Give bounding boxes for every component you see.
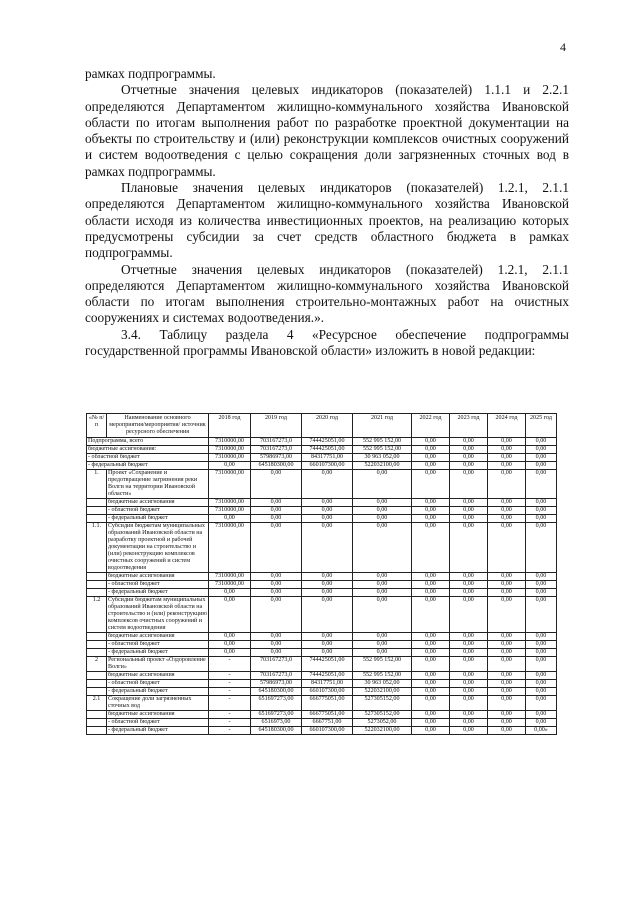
table-cell: 0,00: [526, 446, 557, 454]
row-name: Субсидии бюджетам муниципальных образований Ивановской области на строительство и (или) реконструкцию комплексов очистных сооружений и систем водоотведения: [108, 597, 207, 631]
table-cell: 527305152,00: [353, 696, 412, 711]
table-cell: 30 963 052,00: [353, 454, 412, 462]
table-cell: 660107300,00: [302, 688, 353, 696]
row-name: Сокращение доли загрязненных сточных вод: [107, 696, 209, 711]
row-index: [87, 727, 107, 735]
table-cell: 0,00: [526, 523, 557, 573]
table-cell: 7310000,00: [209, 499, 251, 507]
row-index: 1.1.: [87, 523, 107, 573]
table-cell: 84317751,00: [302, 454, 353, 462]
table-cell: 0,00: [450, 462, 488, 470]
table-cell: 0,00: [302, 581, 353, 589]
table-cell: 0,00: [526, 719, 557, 727]
table-row: [87, 454, 557, 462]
table-cell: 0,00: [353, 499, 412, 507]
row-name: бюджетные ассигнования: [107, 499, 209, 507]
table-cell: 0,00: [251, 589, 302, 597]
table-cell: 0,00: [450, 680, 488, 688]
table-cell: 744425051,00: [302, 657, 353, 672]
table-cell: 666775051,00: [302, 696, 353, 711]
table-row: [87, 649, 557, 657]
table-cell: 0,00: [488, 719, 526, 727]
row-name: бюджетные ассигнования: [107, 573, 209, 581]
table-cell: 660107300,00: [302, 727, 353, 735]
row-index: [87, 589, 107, 597]
table-cell: 744425051,00: [302, 438, 353, 446]
table-cell: 5273052,00: [353, 719, 412, 727]
table-cell: 0,00: [450, 649, 488, 657]
column-header: 2025 год: [526, 414, 557, 438]
row-index: [87, 641, 107, 649]
table-row: [87, 719, 557, 727]
table-cell: 7310000,00: [209, 438, 251, 446]
paragraph: Отчетные значения целевых индикаторов (показателей) 1.1.1 и 2.2.1 определяются Департаментом жилищно-коммунального хозяйства Ивановской области по итогам выполнения работ по разработке проектной документации на объекты по строительству и (или) реконструкции комплексов очистных сооружений и систем водоотведения с целью сокращения доли загрязненных сточных вод в рамках подпрограммы.: [85, 82, 569, 179]
row-name: - федеральный бюджет: [107, 688, 209, 696]
table-cell: 0,00: [302, 649, 353, 657]
row-index: [87, 649, 107, 657]
table-cell: 0,00: [450, 454, 488, 462]
table-cell: 0,00: [412, 696, 450, 711]
row-name: бюджетные ассигнования:: [87, 446, 209, 454]
table-cell: 0,00: [450, 688, 488, 696]
table-cell: 651697273,00: [251, 696, 302, 711]
table-cell: 0,00: [209, 633, 251, 641]
table-cell: 0,00: [488, 523, 526, 573]
table-cell: 0,00: [302, 523, 353, 573]
table-row: [87, 573, 557, 581]
column-header: 2023 год: [450, 414, 488, 438]
table-cell: 0,00: [412, 515, 450, 523]
table-cell: 0,00: [353, 515, 412, 523]
table-cell: 0,00: [526, 649, 557, 657]
table-cell: 0,00: [302, 641, 353, 649]
table-cell: 0,00: [488, 711, 526, 719]
table-cell: 0,00: [488, 454, 526, 462]
table-row: [87, 672, 557, 680]
table-cell: -: [209, 696, 251, 711]
table-cell: 7310000,00: [209, 470, 251, 499]
table-cell: 0,00: [251, 470, 302, 499]
table-cell: 0,00: [488, 589, 526, 597]
table-cell: 0,00: [450, 696, 488, 711]
row-name: - федеральный бюджет: [107, 589, 209, 597]
table-cell: 0,00: [488, 633, 526, 641]
table-cell: 651697273,00: [251, 711, 302, 719]
table-cell: 0,00: [450, 597, 488, 633]
row-index: [87, 711, 107, 719]
table-row: [87, 680, 557, 688]
table-cell: 0,00: [488, 688, 526, 696]
table-cell: 0,00: [412, 641, 450, 649]
table-cell: 522032100,00: [353, 727, 412, 735]
body-text: [85, 66, 569, 359]
table-cell: 30 963 052,00: [353, 680, 412, 688]
table-cell: 0,00: [251, 581, 302, 589]
table-cell: 0,00: [488, 438, 526, 446]
row-index: 1.: [87, 470, 107, 499]
table-cell: 0,00: [302, 499, 353, 507]
column-header: «№ п/п: [87, 414, 107, 438]
table-cell: 703167273,0: [251, 446, 302, 454]
table-cell: 0,00: [412, 462, 450, 470]
table-cell: 0,00: [488, 727, 526, 735]
table-cell: 0,00: [450, 438, 488, 446]
row-name: - областной бюджет: [107, 680, 209, 688]
table-cell: 6516973,00: [251, 719, 302, 727]
column-header: 2024 год: [488, 414, 526, 438]
row-index: [87, 581, 107, 589]
row-name: - федеральный бюджет: [107, 515, 209, 523]
table-cell: 552 995 152,00: [353, 446, 412, 454]
table-row: [87, 597, 557, 633]
table-row: [87, 499, 557, 507]
table-cell: 0,00: [209, 649, 251, 657]
paragraph: рамках подпрограммы.: [85, 66, 216, 81]
row-name: - федеральный бюджет: [87, 462, 209, 470]
row-index: 2: [87, 657, 107, 672]
page-number: 4: [560, 40, 566, 54]
table-row: [87, 507, 557, 515]
table-cell: -: [209, 657, 251, 672]
table-cell: 0,00: [450, 523, 488, 573]
table-cell: 0,00: [450, 507, 488, 515]
row-name: - областной бюджет: [107, 507, 209, 515]
table-cell: 0,00: [488, 672, 526, 680]
table-cell: 0,00: [488, 649, 526, 657]
table-cell: 0,00: [412, 597, 450, 633]
table-cell: 660107300,00: [302, 462, 353, 470]
table-cell: 703167273,0: [251, 438, 302, 446]
row-name: Субсидия бюджетам муниципальных образований Ивановской области на разработку проектной и рабочей документации на строительство и (или) реконструкцию комплексов очистных сооружений и систем водоотведения: [107, 523, 209, 573]
table-cell: 0,00: [526, 688, 557, 696]
table-row: [87, 696, 557, 711]
table-cell: 0,00: [251, 649, 302, 657]
table-cell: 0,00: [488, 573, 526, 581]
table-row: [87, 446, 557, 454]
table-cell: 0,00: [412, 633, 450, 641]
table-cell: 0,00: [488, 507, 526, 515]
row-name: - федеральный бюджет: [107, 727, 209, 735]
row-name: - областной бюджет: [107, 641, 209, 649]
table-row: [87, 523, 557, 573]
table-cell: 0,00: [450, 641, 488, 649]
table-cell: 0,00: [450, 711, 488, 719]
column-header: 2021 год: [353, 414, 412, 438]
table-body: [87, 438, 557, 735]
table-cell: 0,00: [526, 573, 557, 581]
table-cell: -: [209, 680, 251, 688]
table-cell: 0,00: [302, 515, 353, 523]
table-cell: 744425051,00: [302, 446, 353, 454]
table-cell: 0,00: [302, 597, 353, 633]
table-cell: -: [209, 688, 251, 696]
table-cell: 0,00: [251, 523, 302, 573]
table-row: [87, 641, 557, 649]
table-cell: 703167273,0: [251, 672, 302, 680]
table-cell: 0,00: [526, 499, 557, 507]
table-cell: 0,00: [412, 680, 450, 688]
table-cell: 0,00: [353, 573, 412, 581]
table-cell: 0,00: [488, 581, 526, 589]
table-cell: 522032100,00: [353, 688, 412, 696]
table-cell: 0,00: [353, 633, 412, 641]
table-cell: 0,00: [450, 657, 488, 672]
table-cell: 7310000,00: [209, 446, 251, 454]
table-cell: 0,00: [412, 454, 450, 462]
table-cell: 0,00: [488, 462, 526, 470]
table-cell: 0,00: [353, 470, 412, 499]
table-row: [87, 438, 557, 446]
table-cell: 0,00: [450, 446, 488, 454]
row-index: [87, 633, 107, 641]
column-header: 2019 год: [251, 414, 302, 438]
row-index: [87, 507, 107, 515]
column-header: Наименование основного мероприятия/мероприятия/ источник ресурсного обеспечения: [107, 414, 209, 438]
table-cell: 7310000,00: [209, 507, 251, 515]
row-index: 1.2: [87, 597, 107, 633]
table-cell: 0,00: [353, 641, 412, 649]
table-cell: 0,00: [526, 633, 557, 641]
table-cell: 0,00: [353, 597, 412, 633]
table-cell: 7310000,00: [209, 581, 251, 589]
table-cell: -: [209, 727, 251, 735]
table-cell: 0,00: [488, 696, 526, 711]
table-cell: 0,00: [488, 446, 526, 454]
table-cell: 0,00: [526, 589, 557, 597]
table-cell: 0,00: [526, 657, 557, 672]
table-row: [87, 633, 557, 641]
table-cell: 0,00: [412, 688, 450, 696]
table-cell: 0,00: [209, 462, 251, 470]
row-name: бюджетные ассигнования: [107, 711, 209, 719]
table-cell: 0,00: [302, 589, 353, 597]
row-index: [87, 499, 107, 507]
table-cell: 0,00: [488, 499, 526, 507]
table-cell: 0,00: [209, 597, 251, 633]
table-header-row: [87, 414, 557, 438]
table-cell: 0,00: [450, 515, 488, 523]
table-cell: 0,00: [526, 711, 557, 719]
table-cell: 6667751,00: [302, 719, 353, 727]
table-cell: 0,00: [412, 581, 450, 589]
table-cell: 645180300,00: [251, 688, 302, 696]
table-cell: -: [209, 672, 251, 680]
table-row: [87, 657, 557, 672]
table-cell: 0,00: [450, 719, 488, 727]
table-cell: 0,00: [209, 515, 251, 523]
table-cell: 0,00: [353, 589, 412, 597]
table-cell: 57986973,00: [251, 454, 302, 462]
table-cell: 0,00: [488, 680, 526, 688]
table-cell: 0,00: [526, 641, 557, 649]
table-cell: 0,00: [450, 589, 488, 597]
table-cell: 703167273,0: [251, 657, 302, 672]
table-cell: 0,00: [412, 438, 450, 446]
row-index: [87, 515, 107, 523]
table-cell: 0,00: [251, 573, 302, 581]
table-cell: 0,00: [488, 515, 526, 523]
row-name: бюджетные ассигнования: [107, 633, 209, 641]
table-cell: 0,00: [302, 573, 353, 581]
row-name: - областной бюджет: [107, 719, 209, 727]
table-cell: 744425051,00: [302, 672, 353, 680]
column-header: 2020 год: [302, 414, 353, 438]
table-row: [87, 515, 557, 523]
table-cell: 0,00: [450, 672, 488, 680]
table-row: [87, 581, 557, 589]
table-cell: 0,00: [526, 438, 557, 446]
table-cell: 0,00: [251, 597, 302, 633]
table-cell: 0,00: [526, 470, 557, 499]
row-index: [87, 719, 107, 727]
table-cell: 7310000,00: [209, 573, 251, 581]
table-cell: 0,00: [412, 499, 450, 507]
table-cell: 0,00: [353, 581, 412, 589]
table-cell: 0,00: [450, 573, 488, 581]
table-cell: 552 995 152,00: [353, 438, 412, 446]
table-cell: 0,00: [353, 523, 412, 573]
table-cell: 0,00: [251, 507, 302, 515]
table-row: [87, 711, 557, 719]
table-cell: 0,00: [412, 523, 450, 573]
row-name: - областной бюджет: [87, 454, 209, 462]
table-cell: 0,00: [353, 649, 412, 657]
table-cell: 0,00: [302, 507, 353, 515]
table-cell: -: [209, 711, 251, 719]
row-name: Подпрограмма, всего: [87, 438, 209, 446]
row-name: - федеральный бюджет: [107, 649, 209, 657]
table-cell: 0,00: [251, 633, 302, 641]
table-cell: 0,00: [450, 470, 488, 499]
table-cell: 0,00: [412, 446, 450, 454]
table-cell: 0,00: [412, 649, 450, 657]
column-header: 2018 год: [209, 414, 251, 438]
table-cell: 0,00: [412, 719, 450, 727]
table-cell: 0,00: [526, 454, 557, 462]
table-cell: 0,00: [412, 573, 450, 581]
table-cell: 645180300,00: [251, 727, 302, 735]
table-cell: 0,00: [412, 507, 450, 515]
table-cell: 0,00: [412, 657, 450, 672]
column-header: 2022 год: [412, 414, 450, 438]
table-cell: 0,00: [526, 507, 557, 515]
paragraph: Отчетные значения целевых индикаторов (показателей) 1.2.1, 2.1.1 определяются Департаментом жилищно-коммунального хозяйства Ивановской области по итогам выполнения строительно-монтажных работ на очистных сооружениях и системах водоотведения.».: [85, 261, 569, 326]
table-cell: 645180300,00: [251, 462, 302, 470]
table-cell: 0,00: [412, 727, 450, 735]
table-cell: 522032100,00: [353, 462, 412, 470]
table-cell: 0,00: [450, 633, 488, 641]
table-cell: 0,00: [526, 672, 557, 680]
table-cell: 0,00: [526, 462, 557, 470]
table-cell: 0,00: [251, 499, 302, 507]
table-cell: 0,00: [353, 507, 412, 515]
resource-table: [86, 413, 557, 735]
table-cell: 527305152,00: [353, 711, 412, 719]
table-cell: 0,00: [526, 680, 557, 688]
table-cell: 0,00: [302, 633, 353, 641]
table-row: [87, 589, 557, 597]
table-cell: 7310000,00: [209, 454, 251, 462]
row-index: 2.1: [87, 696, 107, 711]
row-index: [87, 680, 107, 688]
table-cell: 0,00: [412, 470, 450, 499]
table-cell: 0,00: [526, 581, 557, 589]
table-cell: 0,00: [526, 515, 557, 523]
table-cell: 0,00»: [526, 727, 557, 735]
row-name: Региональный проект «Оздоровление Волги»: [107, 657, 209, 672]
table-cell: 0,00: [450, 581, 488, 589]
table-cell: 0,00: [412, 711, 450, 719]
table-cell: 7310000,00: [209, 523, 251, 573]
table-cell: 0,00: [526, 597, 557, 633]
table-row: [87, 462, 557, 470]
table-cell: 552 995 152,00: [353, 672, 412, 680]
table-row: [87, 688, 557, 696]
row-name: Проект «Сохранение и предотвращение загрязнения реки Волги на территории Ивановской области»: [107, 470, 209, 499]
row-name: - областной бюджет: [107, 581, 209, 589]
table-cell: 666775051,00: [302, 711, 353, 719]
row-name: бюджетные ассигнования: [107, 672, 209, 680]
table-cell: 0,00: [450, 727, 488, 735]
table-cell: 0,00: [209, 589, 251, 597]
table-cell: 0,00: [209, 641, 251, 649]
table-cell: 0,00: [488, 641, 526, 649]
table-cell: 0,00: [302, 470, 353, 499]
row-index: [87, 672, 107, 680]
row-index: [87, 573, 107, 581]
table-cell: 0,00: [251, 515, 302, 523]
table-row: [87, 727, 557, 735]
paragraph: 3.4. Таблицу раздела 4 «Ресурсное обеспечение подпрограммы государственной программы Ивановской области» изложить в новой редакции:: [85, 326, 569, 359]
table-cell: 0,00: [412, 589, 450, 597]
table-cell: 84317751,00: [302, 680, 353, 688]
table-cell: 0,00: [488, 597, 526, 633]
table-cell: 0,00: [526, 696, 557, 711]
table-cell: 0,00: [488, 657, 526, 672]
table-cell: 552 995 152,00: [353, 657, 412, 672]
table-cell: -: [209, 719, 251, 727]
table-row: [87, 470, 557, 499]
table-cell: 0,00: [488, 470, 526, 499]
table-cell: 0,00: [412, 672, 450, 680]
table-cell: 0,00: [450, 499, 488, 507]
table-cell: 0,00: [251, 641, 302, 649]
paragraph: Плановые значения целевых индикаторов (показателей) 1.2.1, 2.1.1 определяются Департаментом жилищно-коммунального хозяйства Ивановской области исходя из количества инвестиционных проектов, на реализацию которых предусмотрены субсидии за счет средств областного бюджета в рамках подпрограммы.: [85, 180, 569, 261]
table-cell: 57986973,00: [251, 680, 302, 688]
row-index: [87, 688, 107, 696]
